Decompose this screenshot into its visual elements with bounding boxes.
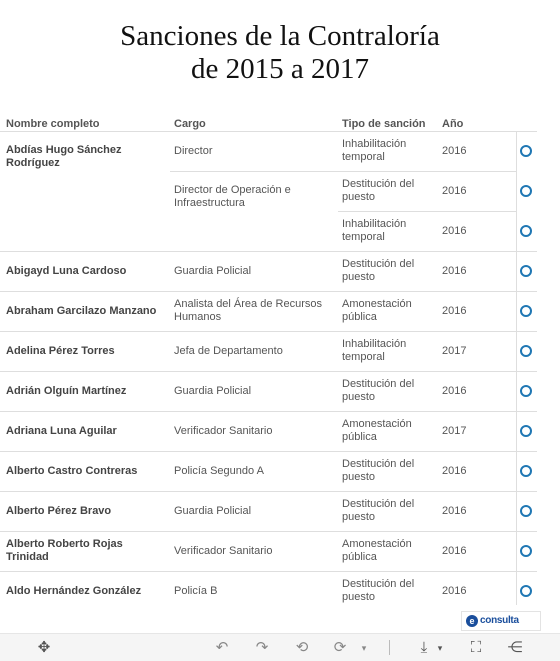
row-name-line-1: Adrián Olguín Martínez: [6, 385, 127, 397]
row-tipo-line-1: Amonestación: [342, 538, 412, 550]
row-name-line-1: Abdías Hugo Sánchez: [6, 144, 122, 156]
row-cargo: [174, 425, 334, 438]
table-row: [0, 171, 540, 211]
row-tipo-line-1: Destitución del: [342, 458, 415, 470]
row-tipo-line-2: temporal: [342, 231, 385, 243]
title-line-1: Sanciones de la Contraloría: [120, 20, 440, 52]
row-detail-dot[interactable]: [520, 145, 532, 157]
row-cargo: [174, 345, 334, 358]
row-tipo-line-2: puesto: [342, 511, 376, 523]
row-cargo-line-1: Verificador Sanitario: [174, 545, 273, 557]
column-header-anio[interactable]: Año: [442, 118, 464, 130]
row-name: [6, 265, 166, 278]
table-row: [0, 211, 540, 251]
row-tipo-line-1: Inhabilitación: [342, 218, 407, 230]
row-cargo: [174, 385, 334, 398]
row-name-line-2: Trinidad: [6, 551, 49, 563]
row-cargo-line-1: Policía B: [174, 585, 218, 597]
row-name: [6, 144, 166, 170]
column-header-cargo[interactable]: Cargo: [174, 118, 206, 130]
row-tipo-line-2: temporal: [342, 151, 385, 163]
row-name-line-1: Adelina Pérez Torres: [6, 345, 115, 357]
chevron-down-icon[interactable]: ▾: [361, 643, 367, 653]
row-detail-dot[interactable]: [520, 425, 532, 437]
row-anio: 2017: [442, 425, 467, 437]
row-name-line-1: Adriana Luna Aguilar: [6, 425, 117, 437]
row-tipo-line-1: Destitución del: [342, 378, 415, 390]
table-row: [0, 451, 540, 491]
row-anio: 2016: [442, 145, 467, 157]
row-cargo: [174, 505, 334, 518]
viz-toolbar: [0, 633, 560, 661]
row-cargo: [174, 465, 334, 478]
row-anio: 2016: [442, 545, 467, 557]
row-tipo: [342, 258, 432, 284]
column-header-nombre[interactable]: Nombre completo: [6, 118, 100, 130]
title-line-2: de 2015 a 2017: [191, 53, 369, 85]
row-tipo: [342, 538, 432, 564]
row-cargo-line-2: Infraestructura: [174, 197, 245, 209]
row-name: [6, 505, 166, 518]
page-title: [0, 20, 560, 86]
row-anio: 2016: [442, 585, 467, 597]
row-tipo-line-2: puesto: [342, 191, 376, 203]
row-tipo: [342, 218, 432, 244]
econsulta-logo[interactable]: [461, 611, 541, 631]
fullscreen-icon[interactable]: ⛶: [470, 639, 482, 656]
row-detail-dot[interactable]: [520, 345, 532, 357]
row-cargo-line-1: Director: [174, 145, 213, 157]
econsulta-logo-mark: e: [466, 615, 478, 627]
row-tipo-line-2: pública: [342, 431, 377, 443]
row-name: [6, 585, 166, 598]
row-name-line-1: Abraham Garcilazo Manzano: [6, 305, 157, 317]
row-detail-dot[interactable]: [520, 265, 532, 277]
row-cargo-line-1: Guardia Policial: [174, 265, 252, 277]
row-name-line-1: Alberto Pérez Bravo: [6, 505, 112, 517]
row-name-line-2: Rodríguez: [6, 157, 60, 169]
undo-icon[interactable]: ↶: [215, 639, 229, 656]
table-row: [0, 331, 540, 371]
download-chevron-icon[interactable]: ▾: [437, 643, 443, 653]
table-row: [0, 491, 540, 531]
row-cargo-line-1: Guardia Policial: [174, 385, 252, 397]
row-detail-dot[interactable]: [520, 305, 532, 317]
row-tipo: [342, 578, 432, 604]
row-cargo-line-1: Analista del Área de Recursos: [174, 298, 322, 310]
row-tipo-line-1: Destitución del: [342, 178, 415, 190]
row-tipo-line-2: puesto: [342, 271, 376, 283]
table-row: [0, 251, 540, 291]
row-cargo: [174, 145, 334, 158]
row-name: [6, 345, 166, 358]
row-cargo: [174, 545, 334, 558]
row-cargo-line-2: Humanos: [174, 311, 222, 323]
row-detail-dot[interactable]: [520, 505, 532, 517]
row-cargo-line-1: Verificador Sanitario: [174, 425, 273, 437]
row-cargo-line-1: Director de Operación e: [174, 184, 291, 196]
row-name-line-1: Alberto Roberto Rojas: [6, 538, 123, 550]
row-detail-dot[interactable]: [520, 385, 532, 397]
row-tipo-line-1: Inhabilitación: [342, 338, 407, 350]
row-tipo: [342, 458, 432, 484]
table-row: [0, 131, 540, 171]
row-tipo-line-1: Destitución del: [342, 498, 415, 510]
row-cargo: [174, 298, 334, 324]
row-detail-dot[interactable]: [520, 185, 532, 197]
table-row: [0, 531, 540, 571]
row-cargo: [174, 265, 334, 278]
row-detail-dot[interactable]: [520, 585, 532, 597]
forward-icon[interactable]: ⟳: [333, 639, 347, 656]
toolbar-separator: [389, 640, 390, 655]
row-anio: 2016: [442, 305, 467, 317]
row-tipo: [342, 338, 432, 364]
table-row: [0, 571, 540, 611]
row-anio: 2016: [442, 225, 467, 237]
row-tipo-line-1: Destitución del: [342, 578, 415, 590]
row-anio: 2016: [442, 265, 467, 277]
download-icon[interactable]: ⤓: [420, 639, 428, 656]
row-detail-dot[interactable]: [520, 465, 532, 477]
row-tipo: [342, 378, 432, 404]
revert-icon[interactable]: ⟲: [295, 639, 309, 656]
row-tipo-line-2: puesto: [342, 391, 376, 403]
row-cargo-line-1: Policía Segundo A: [174, 465, 264, 477]
row-tipo-line-1: Amonestación: [342, 298, 412, 310]
row-tipo-line-1: Amonestación: [342, 418, 412, 430]
table-row: [0, 371, 540, 411]
row-name-line-1: Alberto Castro Contreras: [6, 465, 138, 477]
row-tipo-line-2: pública: [342, 551, 377, 563]
row-tipo: [342, 498, 432, 524]
share-icon[interactable]: ⋲: [507, 639, 523, 656]
row-tipo-line-2: puesto: [342, 471, 376, 483]
column-header-tipo[interactable]: Tipo de sanción: [342, 118, 426, 130]
row-cargo: [174, 585, 334, 598]
row-tipo-line-1: Inhabilitación: [342, 138, 407, 150]
row-cargo: [174, 184, 334, 210]
row-detail-dot[interactable]: [520, 545, 532, 557]
row-anio: 2016: [442, 465, 467, 477]
row-anio: 2016: [442, 505, 467, 517]
row-tipo-line-2: puesto: [342, 591, 376, 603]
row-anio: 2016: [442, 185, 467, 197]
row-anio: 2017: [442, 345, 467, 357]
row-tipo: [342, 298, 432, 324]
row-tipo: [342, 418, 432, 444]
move-icon[interactable]: ✥: [37, 639, 51, 656]
row-tipo: [342, 138, 432, 164]
row-tipo-line-2: temporal: [342, 351, 385, 363]
row-cargo-line-1: Jefa de Departamento: [174, 345, 283, 357]
row-name: [6, 465, 166, 478]
row-name: [6, 385, 166, 398]
row-anio: 2016: [442, 385, 467, 397]
row-tipo: [342, 178, 432, 204]
redo-icon[interactable]: ↷: [255, 639, 269, 656]
row-tipo-line-1: Destitución del: [342, 258, 415, 270]
row-name-line-1: Aldo Hernández González: [6, 585, 142, 597]
row-name: [6, 538, 166, 564]
row-name: [6, 425, 166, 438]
row-name: [6, 305, 166, 318]
row-tipo-line-2: pública: [342, 311, 377, 323]
row-cargo-line-1: Guardia Policial: [174, 505, 252, 517]
table-row: [0, 411, 540, 451]
row-detail-dot[interactable]: [520, 225, 532, 237]
table-row: [0, 291, 540, 331]
row-name-line-1: Abigayd Luna Cardoso: [6, 265, 127, 277]
econsulta-logo-text: consulta: [480, 615, 519, 626]
